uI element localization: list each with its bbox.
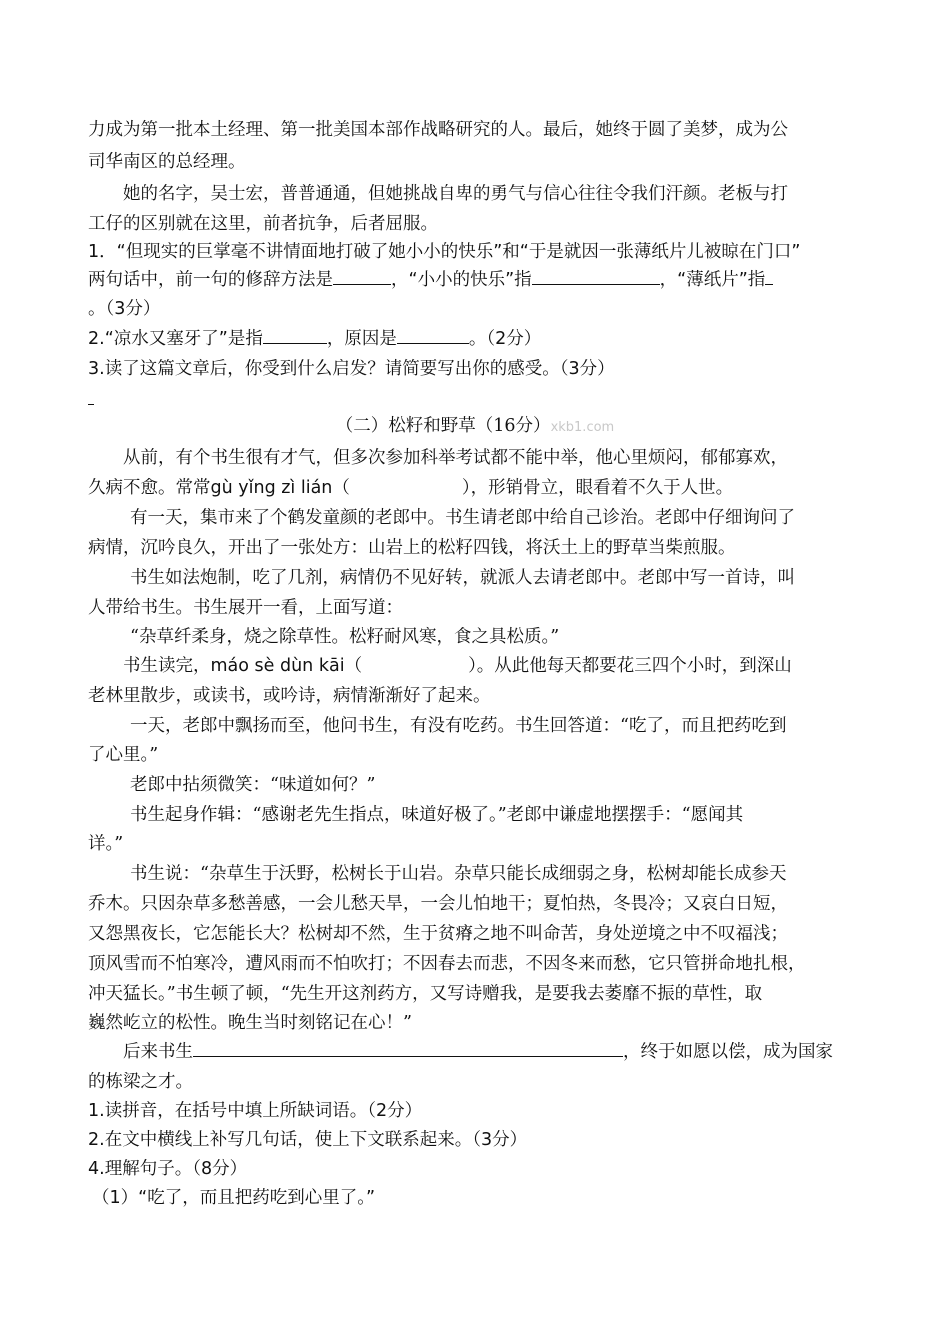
question2-text-c: 。（2分） <box>468 329 542 349</box>
question2-4: 4.理解句子。（8分） <box>88 1159 248 1179</box>
passage2-p5-line-2: 老林里散步，或读书，或吟诗，病情渐渐好了起来。 <box>88 686 491 706</box>
passage2-p7: 老郎中拈须微笑：“味道如何？” <box>130 775 376 795</box>
answer-blank-rhetoric[interactable] <box>333 268 391 285</box>
passage2-p3-line-2: 人带给书生。书生展开一看，上面写道： <box>88 598 403 618</box>
passage1-line-3: 她的名字，吴士宏，普普通通，但她挑战自卑的勇气与信心往往令我们汗颜。老板与打 <box>123 184 788 204</box>
question2-4-1: （1）“吃了，而且把药吃到心里了。” <box>92 1188 376 1208</box>
passage2-p10-line-2: 的栋梁之才。 <box>88 1072 193 1092</box>
p1-text-a: 久病不愈。常常 <box>88 478 211 498</box>
question3-line: 3.读了这篇文章后，你受到什么启发？请简要写出你的感受。（3分） <box>88 359 615 379</box>
question2-text-a: 2.“凉水又塞牙了”是指 <box>88 329 263 349</box>
section-title <box>0 414 950 440</box>
passage1-line-1: 力成为第一批本土经理、第一批美国本部作战略研究的人。最后，她终于圆了美梦，成为公 <box>88 120 788 140</box>
passage2-p6-line-2: 了心里。” <box>88 745 159 765</box>
passage2-p6-line-1: 一天，老郎中飘扬而至，他问书生，有没有吃药。书生回答道：“吃了，而且把药吃到 <box>130 716 787 736</box>
passage2-p1-line-1: 从前，有个书生很有才气，但多次参加科举考试都不能中举，他心里烦闷，郁郁寡欢， <box>123 448 788 468</box>
question1-text-a: 两句话中，前一句的修辞方法是 <box>88 270 333 290</box>
passage2-p9-line-3: 又怨黑夜长，它怎能长大？松树却不然，生于贫瘠之地不叫命苦，身处逆境之中不叹福浅； <box>88 924 788 944</box>
pinyin-guyingzilian: gù yǐng zì lián <box>210 478 333 498</box>
p1-paren-open: （ <box>332 478 350 498</box>
watermark: xkb1.com <box>550 420 615 435</box>
p5-text-b: ）。从此他每天都要花三四个小时，到深山 <box>468 656 792 676</box>
p10-text-b: ，终于如愿以偿，成为国家 <box>623 1042 833 1062</box>
passage2-p5-line-1 <box>123 654 792 678</box>
passage2-p9-line-2: 乔木。只因杂草多愁善感，一会儿愁天旱，一会儿怕地干；夏怕热，冬畏冷；又哀白日短， <box>88 894 788 914</box>
p10-text-a: 后来书生 <box>123 1042 193 1062</box>
p1-text-b: ），形销骨立，眼看着不久于人世。 <box>461 478 734 498</box>
section-title-text: （二）松籽和野草（16分） <box>335 416 551 436</box>
passage1-line-4: 工仔的区别就在这里，前者抗争，后者屈服。 <box>88 214 438 234</box>
pinyin-maosedunkai: máo sè dùn kāi <box>210 656 345 676</box>
passage2-p2-line-1: 有一天，集市来了个鹤发童颜的老郎中。书生请老郎中给自己诊治。老郎中仔细询问了 <box>130 508 795 528</box>
question1-line-2 <box>88 268 773 292</box>
question2-line <box>88 327 541 351</box>
p5-text-a: 书生读完， <box>123 656 211 676</box>
question1-line-3: 。（3分） <box>88 299 161 319</box>
passage2-p2-line-2: 病情，沉吟良久，开出了一张处方：山岩上的松籽四钱，将沃土上的野草当柴煎服。 <box>88 538 736 558</box>
passage1-line-2: 司华南区的总经理。 <box>88 152 246 172</box>
passage2-p9-line-5: 冲天猛长。”书生顿了顿，“先生开这剂药方，又写诗赠我，是要我去萎靡不振的草性，取 <box>88 984 763 1004</box>
question2-1: 1.读拼音，在括号中填上所缺词语。（2分） <box>88 1101 423 1121</box>
question1-line-1: 1．“但现实的巨掌毫不讲情面地打破了她小小的快乐”和“于是就因一张薄纸片儿被晾在门口” <box>88 242 801 262</box>
question2-2: 2.在文中横线上补写几句话，使上下文联系起来。（3分） <box>88 1130 528 1150</box>
passage2-p3-line-1: 书生如法炮制，吃了几剂，病情仍不见好转，就派人去请老郎中。老郎中写一首诗，叫 <box>130 568 795 588</box>
passage2-poem: “杂草纤柔身，烧之除草性。松籽耐风寒，食之具松质。” <box>130 627 560 647</box>
passage2-p9-line-1: 书生说：“杂草生于沃野，松树长于山岩。杂草只能长成细弱之身，松树却能长成参天 <box>130 864 787 884</box>
passage2-p9-line-4: 顶风雪而不怕寒冷，遭风雨而不怕吹打；不因春去而悲，不因冬来而愁，它只管拼命地扎根， <box>88 954 806 974</box>
answer-blank-little-joy[interactable] <box>532 268 660 285</box>
passage2-p8-line-1: 书生起身作辑：“感谢老先生指点，味道好极了。”老郎中谦虚地摆摆手：“愿闻其 <box>130 805 744 825</box>
passage2-p8-line-2: 详。” <box>88 834 124 854</box>
answer-blank-meaning[interactable] <box>263 327 327 344</box>
question1-text-b: ，“小小的快乐”指 <box>391 270 532 290</box>
answer-blank-reason[interactable] <box>397 327 469 344</box>
answer-blank-continuation[interactable] <box>193 1040 623 1057</box>
answer-blank-paper[interactable] <box>765 268 773 285</box>
passage2-p1-line-2 <box>88 476 733 500</box>
passage2-p10-line-1 <box>123 1040 833 1064</box>
passage2-p9-line-6: 巍然屹立的松性。晚生当时刻铭记在心！” <box>88 1013 412 1033</box>
divider-mark <box>88 404 94 405</box>
question2-text-b: ，原因是 <box>326 329 397 349</box>
question1-text-c: ，“薄纸片”指 <box>659 270 766 290</box>
p5-paren-open: （ <box>344 656 363 676</box>
